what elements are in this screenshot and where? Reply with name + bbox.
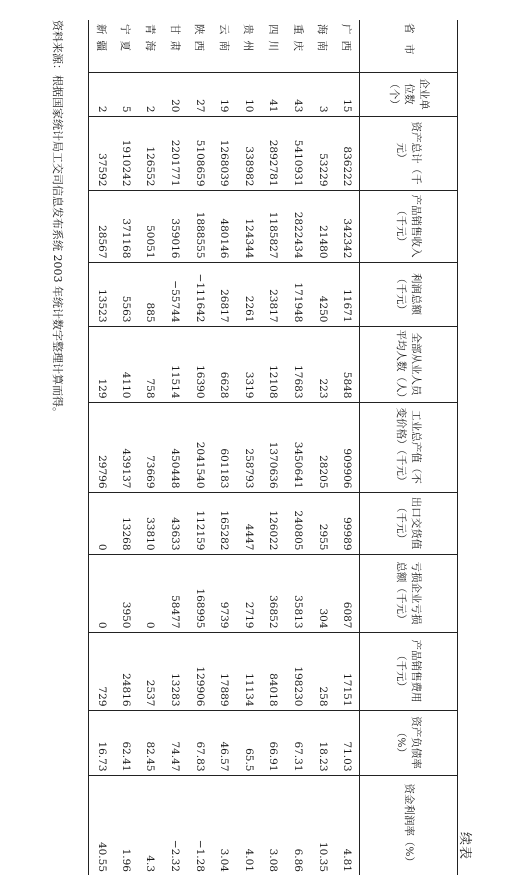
value-cell: −1.28 — [187, 775, 212, 875]
value-cell: 50051 — [138, 190, 163, 262]
value-cell: 0 — [138, 554, 163, 632]
value-cell: 1910242 — [114, 116, 139, 190]
value-cell: 29796 — [89, 402, 114, 492]
value-cell: 258 — [310, 632, 335, 710]
value-cell: 11514 — [163, 326, 188, 402]
value-cell: 240805 — [286, 492, 311, 554]
value-cell: 439137 — [114, 402, 139, 492]
value-cell: 338982 — [237, 116, 262, 190]
value-cell: 2261 — [237, 262, 262, 326]
continued-label: 续表 — [457, 832, 472, 861]
value-cell: 729 — [89, 632, 114, 710]
value-cell: 124344 — [237, 190, 262, 262]
value-cell: 10 — [237, 72, 262, 116]
value-cell: 304 — [310, 554, 335, 632]
value-cell: 12108 — [261, 326, 286, 402]
table-row — [261, 20, 286, 875]
value-cell: 19 — [212, 72, 237, 116]
value-cell: 21480 — [310, 190, 335, 262]
value-cell: 4110 — [114, 326, 139, 402]
value-cell: 165282 — [212, 492, 237, 554]
value-cell: 4250 — [310, 262, 335, 326]
region-cell: 甘肃 — [168, 24, 181, 57]
value-cell: 5410931 — [286, 116, 311, 190]
column-header: 利润总额（千元） — [360, 262, 458, 326]
statistics-table — [88, 20, 458, 875]
value-cell: 450448 — [163, 402, 188, 492]
region-cell: 贵州 — [242, 24, 255, 57]
column-header: 资产负债率（%） — [360, 710, 458, 775]
value-cell: 62.41 — [114, 710, 139, 775]
value-cell: −55744 — [163, 262, 188, 326]
table-row — [286, 20, 311, 875]
value-cell: 67.31 — [286, 710, 311, 775]
value-cell: 15 — [335, 72, 360, 116]
value-cell: 5 — [114, 72, 139, 116]
value-cell: 126552 — [138, 116, 163, 190]
value-cell: 1.96 — [114, 775, 139, 875]
table-body — [89, 20, 360, 875]
value-cell: 37592 — [89, 116, 114, 190]
value-cell: 2822434 — [286, 190, 311, 262]
region-cell: 云南 — [217, 24, 230, 57]
value-cell: 3450641 — [286, 402, 311, 492]
value-cell: 0 — [89, 492, 114, 554]
value-cell: 13283 — [163, 632, 188, 710]
value-cell: 6628 — [212, 326, 237, 402]
value-cell: 10.35 — [310, 775, 335, 875]
table-row — [237, 20, 262, 875]
table-row — [310, 20, 335, 875]
value-cell: 35813 — [286, 554, 311, 632]
value-cell: 2041540 — [187, 402, 212, 492]
region-cell: 陕西 — [193, 24, 206, 57]
value-cell: 99989 — [335, 492, 360, 554]
column-header: 全部从业人员平均人数（人） — [360, 326, 458, 402]
value-cell: 359016 — [163, 190, 188, 262]
table-row — [114, 20, 139, 875]
value-cell: 26817 — [212, 262, 237, 326]
value-cell: 65.5 — [237, 710, 262, 775]
value-cell: 4.81 — [335, 775, 360, 875]
table-row — [212, 20, 237, 875]
value-cell: 53229 — [310, 116, 335, 190]
value-cell: 258793 — [237, 402, 262, 492]
region-cell: 四川 — [266, 24, 279, 57]
value-cell: 13268 — [114, 492, 139, 554]
value-cell: 67.83 — [187, 710, 212, 775]
value-cell: 6.86 — [286, 775, 311, 875]
value-cell: 13523 — [89, 262, 114, 326]
value-cell: 171948 — [286, 262, 311, 326]
value-cell: 2 — [138, 72, 163, 116]
value-cell: 16.73 — [89, 710, 114, 775]
value-cell: 223 — [310, 326, 335, 402]
value-cell: 3.04 — [212, 775, 237, 875]
value-cell: 129 — [89, 326, 114, 402]
value-cell: 17151 — [335, 632, 360, 710]
column-header-region: 省 市 — [360, 20, 458, 72]
value-cell: 6087 — [335, 554, 360, 632]
value-cell: 2719 — [237, 554, 262, 632]
value-cell: 4.3 — [138, 775, 163, 875]
value-cell: 2 — [89, 72, 114, 116]
value-cell: 885 — [138, 262, 163, 326]
value-cell: 9739 — [212, 554, 237, 632]
value-cell: 43633 — [163, 492, 188, 554]
column-header: 产品销售费用（千元） — [360, 632, 458, 710]
value-cell: 198230 — [286, 632, 311, 710]
value-cell: 17683 — [286, 326, 311, 402]
value-cell: 82.45 — [138, 710, 163, 775]
value-cell: 601183 — [212, 402, 237, 492]
value-cell: 74.47 — [163, 710, 188, 775]
table-row — [89, 20, 114, 875]
value-cell: 27 — [187, 72, 212, 116]
value-cell: 3.08 — [261, 775, 286, 875]
value-cell: 43 — [286, 72, 311, 116]
table-header-row — [360, 20, 458, 875]
value-cell: 909906 — [335, 402, 360, 492]
value-cell: 58477 — [163, 554, 188, 632]
value-cell: 1888555 — [187, 190, 212, 262]
value-cell: 5848 — [335, 326, 360, 402]
table-row — [163, 20, 188, 875]
column-header: 产品销售收入（千元） — [360, 190, 458, 262]
value-cell: 24816 — [114, 632, 139, 710]
region-cell: 海南 — [316, 24, 329, 57]
value-cell: 3 — [310, 72, 335, 116]
value-cell: 46.57 — [212, 710, 237, 775]
value-cell: 168995 — [187, 554, 212, 632]
value-cell: −111642 — [187, 262, 212, 326]
value-cell: 28205 — [310, 402, 335, 492]
value-cell: 20 — [163, 72, 188, 116]
value-cell: 2955 — [310, 492, 335, 554]
column-header: 工业总产值（不变价格）（千元） — [360, 402, 458, 492]
value-cell: 836222 — [335, 116, 360, 190]
source-note: 资料来源：根据国家统计局工交司信息发布系统 2003 年统计数字整理计算而得。 — [51, 20, 64, 418]
column-header: 资产总计（千元） — [360, 116, 458, 190]
value-cell: 758 — [138, 326, 163, 402]
value-cell: 5108659 — [187, 116, 212, 190]
value-cell: 16390 — [187, 326, 212, 402]
value-cell: 1370636 — [261, 402, 286, 492]
value-cell: 11134 — [237, 632, 262, 710]
value-cell: 2892781 — [261, 116, 286, 190]
column-header: 亏损企业亏损总额（千元） — [360, 554, 458, 632]
value-cell: 371168 — [114, 190, 139, 262]
region-cell: 新疆 — [89, 20, 114, 72]
column-header: 出口交货值（千元） — [360, 492, 458, 554]
value-cell: −2.32 — [163, 775, 188, 875]
value-cell: 11671 — [335, 262, 360, 326]
value-cell: 73669 — [138, 402, 163, 492]
value-cell: 84018 — [261, 632, 286, 710]
table-row — [335, 20, 360, 875]
value-cell: 2201771 — [163, 116, 188, 190]
region-cell: 广西 — [340, 24, 353, 57]
value-cell: 28567 — [89, 190, 114, 262]
value-cell: 71.03 — [335, 710, 360, 775]
value-cell: 40.55 — [89, 775, 114, 875]
value-cell: 5563 — [114, 262, 139, 326]
value-cell: 129906 — [187, 632, 212, 710]
value-cell: 480146 — [212, 190, 237, 262]
region-cell: 宁夏 — [119, 24, 132, 57]
value-cell: 1185827 — [261, 190, 286, 262]
region-cell: 重庆 — [291, 24, 304, 57]
value-cell: 33810 — [138, 492, 163, 554]
value-cell: 18.23 — [310, 710, 335, 775]
value-cell: 4.01 — [237, 775, 262, 875]
column-header: 企业单位数（个） — [360, 72, 458, 116]
value-cell: 66.91 — [261, 710, 286, 775]
value-cell: 4447 — [237, 492, 262, 554]
region-cell: 青海 — [143, 24, 156, 57]
value-cell: 112159 — [187, 492, 212, 554]
value-cell: 2537 — [138, 632, 163, 710]
value-cell: 17889 — [212, 632, 237, 710]
table-row — [187, 20, 212, 875]
column-header: 资金利润率（%） — [360, 775, 458, 875]
value-cell: 1268039 — [212, 116, 237, 190]
value-cell: 0 — [89, 554, 114, 632]
value-cell: 36852 — [261, 554, 286, 632]
table-row — [138, 20, 163, 875]
value-cell: 41 — [261, 72, 286, 116]
value-cell: 342342 — [335, 190, 360, 262]
value-cell: 23817 — [261, 262, 286, 326]
rotated-table-content — [36, 20, 476, 875]
value-cell: 3319 — [237, 326, 262, 402]
value-cell: 126022 — [261, 492, 286, 554]
value-cell: 3950 — [114, 554, 139, 632]
